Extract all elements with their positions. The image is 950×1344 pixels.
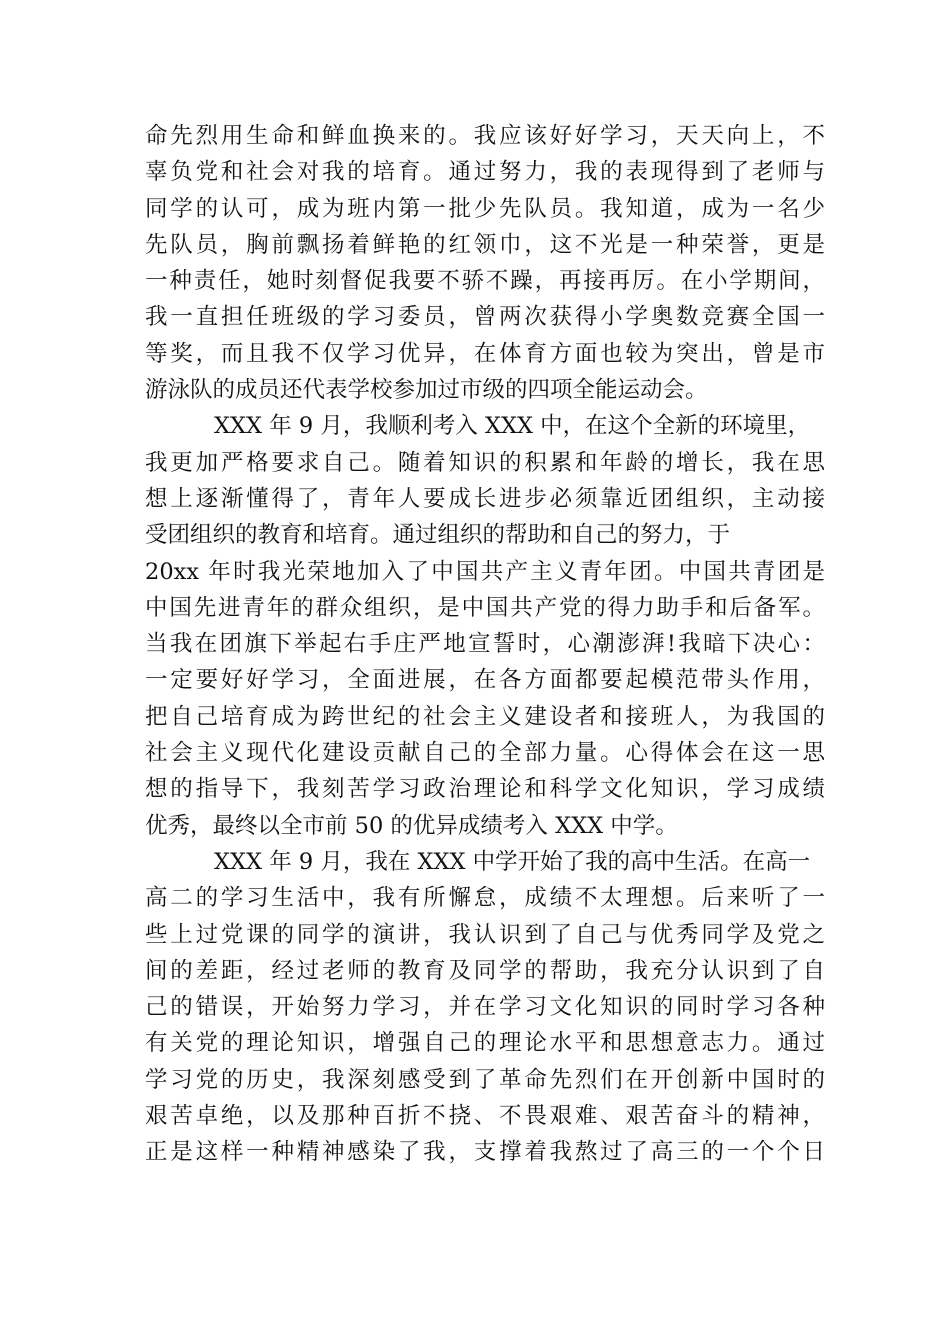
text-line: 同学的认可，成为班内第一批少先队员。我知道，成为一名少 bbox=[145, 195, 825, 222]
paragraph-end-line: 优秀，最终以全市前 50 的优异成绩考入 XXX 中学。 bbox=[145, 812, 678, 839]
text-line: 学习党的历史，我深刻感受到了革命先烈们在开创新中国时的 bbox=[145, 1066, 825, 1093]
text-line: 辜负党和社会对我的培育。通过努力，我的表现得到了老师与 bbox=[145, 159, 825, 186]
text-line: 正是这样一种精神感染了我，支撑着我熬过了高三的一个个日 bbox=[145, 1139, 825, 1166]
text-line: 20xx 年时我光荣地加入了中国共产主义青年团。中国共青团是 bbox=[145, 558, 825, 585]
text-line: 些上过党课的同学的演讲，我认识到了自己与优秀同学及党之 bbox=[145, 921, 825, 948]
body-text bbox=[145, 118, 825, 1171]
text-line: 受团组织的教育和培育。通过组织的帮助和自己的努力，于 bbox=[145, 522, 731, 549]
text-line: 命先烈用生命和鲜血换来的。我应该好好学习，天天向上，不 bbox=[145, 123, 825, 149]
text-line: 高二的学习生活中，我有所懈怠，成绩不太理想。后来听了一 bbox=[145, 885, 825, 912]
text-line: 中国先进青年的群众组织，是中国共产党的得力助手和后备军。 bbox=[145, 594, 825, 621]
paragraph-start-line: XXX 年 9 月，我在 XXX 中学开始了我的高中生活。在高一 bbox=[214, 848, 811, 875]
text-line: 己的错误，开始努力学习，并在学习文化知识的同时学习各种 bbox=[145, 994, 825, 1021]
text-line: 想的指导下，我刻苦学习政治理论和科学文化知识，学习成绩 bbox=[145, 776, 825, 803]
text-line: 我更加严格要求自己。随着知识的积累和年龄的增长，我在思 bbox=[145, 449, 825, 476]
text-line: 社会主义现代化建设贡献自己的全部力量。心得体会在这一思 bbox=[145, 740, 825, 767]
paragraph-end-line: 游泳队的成员还代表学校参加过市级的四项全能运动会。 bbox=[145, 377, 708, 404]
text-line: 等奖，而且我不仅学习优异，在体育方面也较为突出，曾是市 bbox=[145, 340, 825, 367]
text-line: 一定要好好学习，全面进展，在各方面都要起模范带头作用， bbox=[145, 667, 825, 694]
text-line: 先队员，胸前飘扬着鲜艳的红领巾，这不光是一种荣誉，更是 bbox=[145, 231, 825, 258]
paragraph-start-line: XXX 年 9 月，我顺利考入 XXX 中，在这个全新的环境里， bbox=[214, 413, 811, 440]
text-line: 把自己培育成为跨世纪的社会主义建设者和接班人，为我国的 bbox=[145, 703, 825, 730]
text-line: 一种责任，她时刻督促我要不骄不躁，再接再厉。在小学期间， bbox=[145, 268, 825, 295]
text-line: 艰苦卓绝，以及那种百折不挠、不畏艰难、艰苦奋斗的精神， bbox=[145, 1103, 825, 1130]
text-line: 间的差距，经过老师的教育及同学的帮助，我充分认识到了自 bbox=[145, 957, 825, 984]
text-line: 有关党的理论知识，增强自己的理论水平和思想意志力。通过 bbox=[145, 1030, 825, 1057]
text-line: 当我在团旗下举起右手庄严地宣誓时，心潮澎湃!我暗下决心： bbox=[145, 631, 825, 658]
text-line: 我一直担任班级的学习委员，曾两次获得小学奥数竞赛全国一 bbox=[145, 304, 825, 331]
text-line: 想上逐渐懂得了，青年人要成长进步必须靠近团组织，主动接 bbox=[145, 485, 825, 512]
